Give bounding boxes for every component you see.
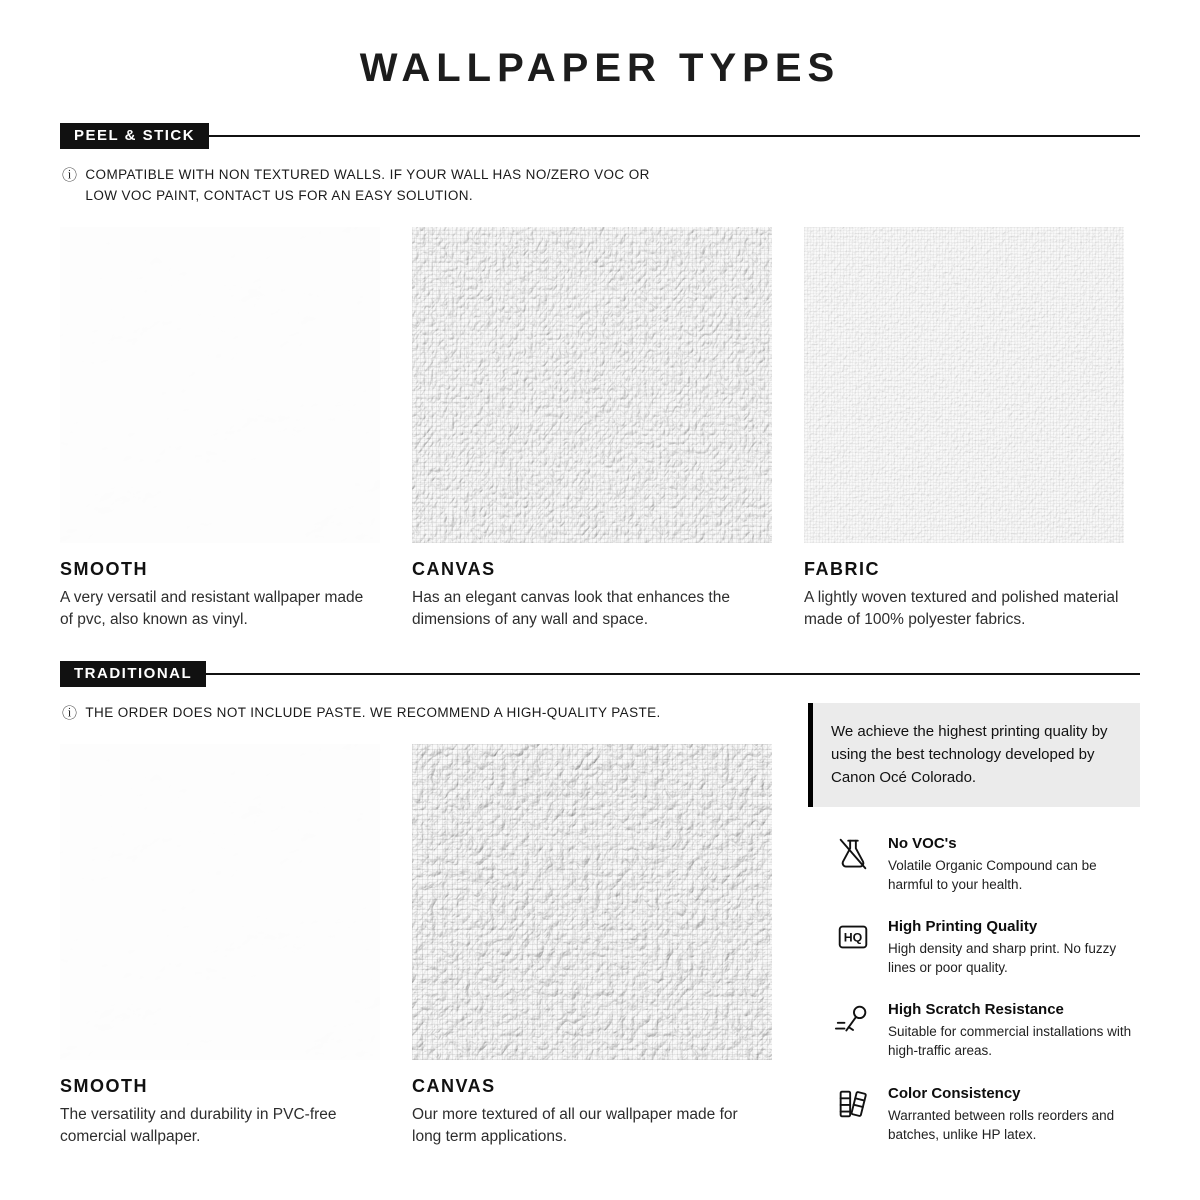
traditional-left-column <box>60 703 772 1148</box>
peel-stick-swatch-grid <box>60 227 1140 631</box>
swatch-name: FABRIC <box>804 558 880 579</box>
feature-high-printing-quality <box>834 918 1140 977</box>
swatch-description: A lightly woven textured and polished material made of 100% polyester fabrics. <box>804 588 1119 628</box>
scratch-resistance-icon <box>834 1001 872 1039</box>
smooth-texture <box>60 744 380 1060</box>
traditional-badge: TRADITIONAL <box>60 661 206 687</box>
swatch-card-fabric <box>804 227 1124 631</box>
traditional-note <box>62 703 772 724</box>
canvas-weave-overlay <box>412 744 772 1060</box>
feature-description: High density and sharp print. No fuzzy lines or poor quality. <box>888 940 1117 976</box>
page-title: WALLPAPER TYPES <box>359 46 841 90</box>
section-header-peel-stick <box>60 123 1140 149</box>
peel-stick-badge: PEEL & STICK <box>60 123 209 149</box>
traditional-body <box>60 703 1140 1148</box>
section-rule <box>206 673 1140 675</box>
print-quality-panel <box>808 703 1140 1144</box>
svg-text:HQ: HQ <box>843 930 863 945</box>
feature-scratch-resistance <box>834 1001 1140 1060</box>
feature-text <box>888 1001 1140 1060</box>
note-text: THE ORDER DOES NOT INCLUDE PASTE. WE RECOMMEND A HIGH-QUALITY PASTE. <box>85 704 661 720</box>
swatch-description: The versatility and durability in PVC-free comercial wallpaper. <box>60 1105 337 1145</box>
swatch-card-smooth <box>60 227 380 631</box>
swatch-image-smooth <box>60 227 380 543</box>
feature-title: Color Consistency <box>888 1084 1021 1102</box>
no-voc-icon <box>834 835 872 873</box>
feature-no-voc <box>834 835 1140 894</box>
feature-title: High Scratch Resistance <box>888 1001 1064 1019</box>
swatch-card-smooth <box>60 744 380 1148</box>
feature-title: High Printing Quality <box>888 917 1038 935</box>
feature-text <box>888 835 1140 894</box>
traditional-swatch-grid <box>60 744 772 1148</box>
feature-description: Volatile Organic Compound can be harmful to your health. <box>888 857 1097 892</box>
quality-statement: We achieve the highest printing quality by using the best technology developed by Canon Océ Colorado. <box>808 703 1140 807</box>
canvas-weave-overlay <box>412 227 772 543</box>
swatch-description: A very versatil and resistant wallpaper made of pvc, also known as vinyl. <box>60 588 364 628</box>
swatch-name: CANVAS <box>412 1075 496 1096</box>
feature-color-consistency <box>834 1085 1140 1144</box>
swatch-image-fabric <box>804 227 1124 543</box>
feature-text <box>888 1085 1140 1144</box>
swatch-image-smooth <box>60 744 380 1060</box>
traditional-section <box>60 661 1140 1148</box>
high-quality-icon <box>834 918 872 956</box>
peel-stick-note <box>62 165 1140 207</box>
section-rule <box>209 135 1140 137</box>
smooth-texture <box>60 227 380 543</box>
feature-description: Warranted between rolls reorders and batches, unlike HP latex. <box>888 1107 1115 1142</box>
swatch-name: SMOOTH <box>60 558 148 579</box>
feature-description: Suitable for commercial installations with high-traffic areas. <box>888 1024 1132 1059</box>
swatch-name: CANVAS <box>412 558 496 579</box>
section-header-traditional <box>60 661 1140 687</box>
swatch-card-canvas <box>412 227 772 631</box>
swatch-image-canvas <box>412 227 772 543</box>
swatch-card-canvas <box>412 744 772 1148</box>
info-icon: ⓘ <box>62 704 78 722</box>
feature-text <box>888 918 1140 977</box>
note-text: COMPATIBLE WITH NON TEXTURED WALLS. IF YOUR WALL HAS NO/ZERO VOC OR LOW VOC PAINT, CONTACT US FOR AN EASY SOLUTION. <box>85 167 650 203</box>
info-icon: ⓘ <box>62 167 78 184</box>
swatch-image-canvas <box>412 744 772 1060</box>
feature-list <box>808 835 1140 1144</box>
swatch-description: Has an elegant canvas look that enhances the dimensions of any wall and space. <box>412 588 730 628</box>
swatch-name: SMOOTH <box>60 1075 148 1096</box>
color-consistency-icon <box>834 1085 872 1123</box>
feature-title: No VOC's <box>888 834 957 852</box>
swatch-description: Our more textured of all our wallpaper made for long term applications. <box>412 1105 738 1145</box>
fabric-weave-overlay <box>804 227 1124 543</box>
